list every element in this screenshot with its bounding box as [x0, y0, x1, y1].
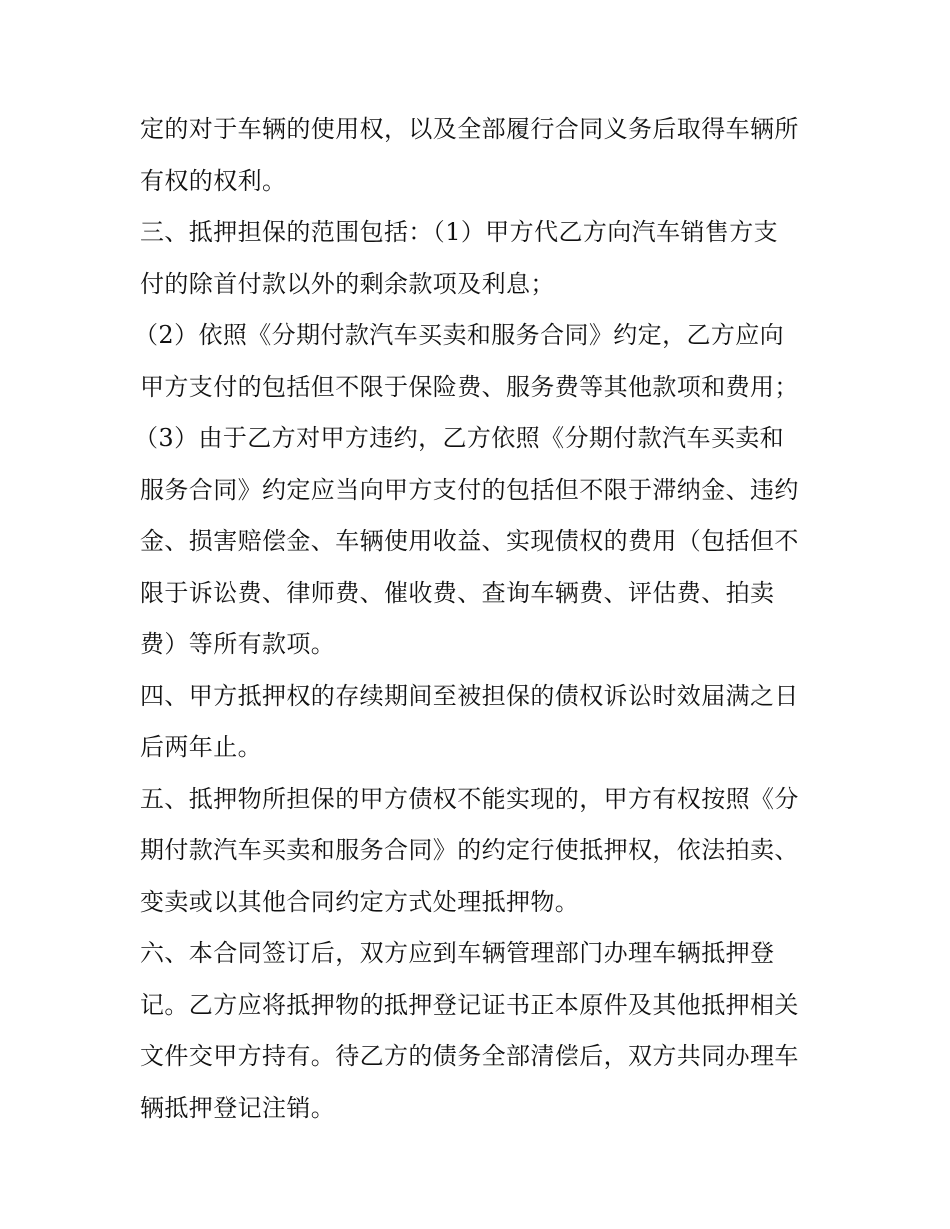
text-line: 甲方支付的包括但不限于保险费、服务费等其他款项和费用； — [140, 372, 799, 401]
text-line: 服务合同》约定应当向甲方支付的包括但不限于滞纳金、违约 — [140, 475, 799, 504]
text-line: 期付款汽车买卖和服务合同》的约定行使抵押权，依法拍卖、 — [140, 836, 799, 864]
clause-three-heading: 三、抵押担保的范围包括：（1）甲方代乙方向汽车销售方支 — [140, 218, 779, 246]
text-line: 有权的权利。 — [140, 166, 287, 195]
text-line: 变卖或以其他合同约定方式处理抵押物。 — [140, 887, 580, 916]
text-line: 后两年止。 — [140, 733, 262, 761]
text-line: 付的除首付款以外的剩余款项及利息； — [140, 269, 555, 298]
text-line: 定的对于车辆的使用权，以及全部履行合同义务后取得车辆所 — [140, 115, 799, 143]
text-line: 辆抵押登记注销。 — [140, 1093, 336, 1122]
clause-four-heading: 四、甲方抵押权的存续期间至被担保的债权诉讼时效届满之日 — [140, 681, 799, 710]
clause-three-item-3: （3）由于乙方对甲方违约，乙方依照《分期付款汽车买卖和 — [134, 424, 785, 452]
clause-three-item-2: （2）依照《分期付款汽车买卖和服务合同》约定，乙方应向 — [134, 321, 785, 349]
text-line: 限于诉讼费、律师费、催收费、查询车辆费、评估费、拍卖 — [140, 578, 775, 607]
clause-five-heading: 五、抵押物所担保的甲方债权不能实现的，甲方有权按照《分 — [140, 784, 799, 813]
text-line: 文件交甲方持有。待乙方的债务全部清偿后，双方共同办理车 — [140, 1042, 799, 1070]
clause-six-heading: 六、本合同签订后，双方应到车辆管理部门办理车辆抵押登 — [140, 939, 775, 967]
text-line: 记。乙方应将抵押物的抵押登记证书正本原件及其他抵押相关 — [140, 990, 799, 1019]
text-line: 费）等所有款项。 — [140, 630, 336, 658]
text-line: 金、损害赔偿金、车辆使用收益、实现债权的费用（包括但不 — [140, 527, 799, 555]
contract-text — [134, 104, 820, 1134]
